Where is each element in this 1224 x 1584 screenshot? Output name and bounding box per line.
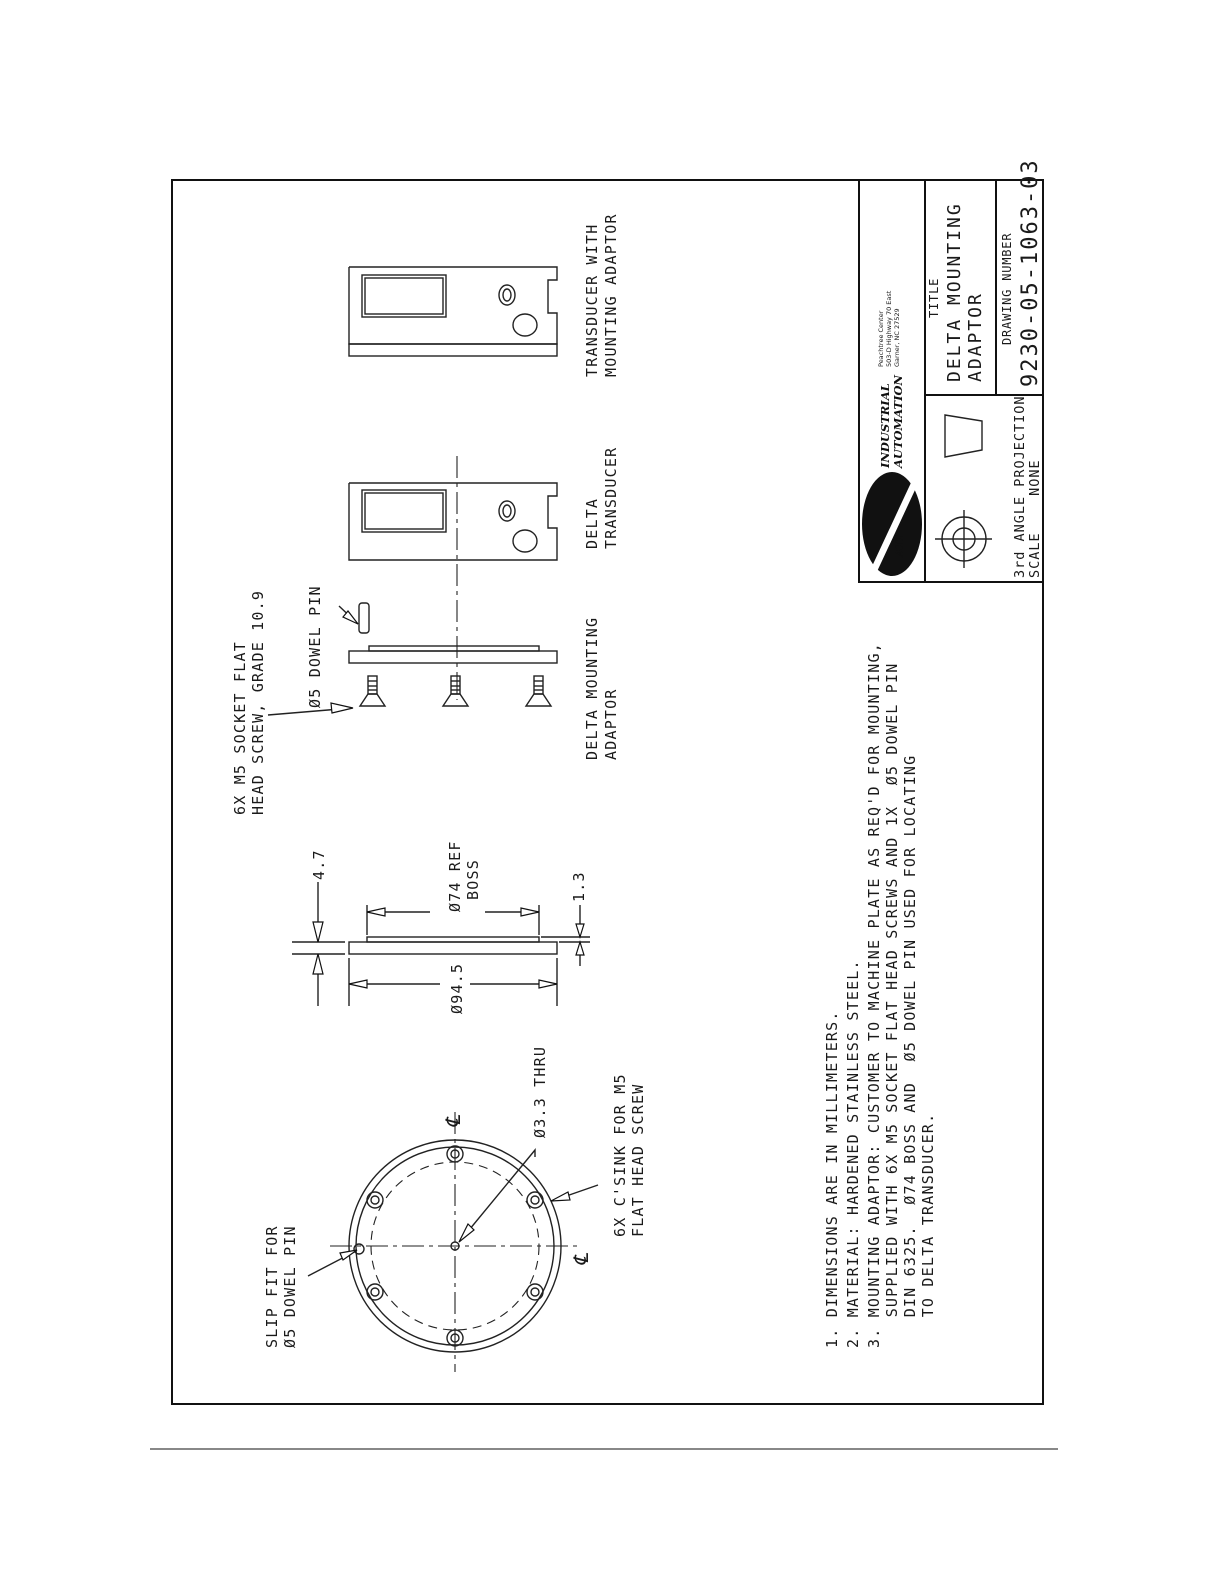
thick-arrow-top (313, 922, 323, 942)
front-view (263, 1046, 647, 1372)
dowel-pin (359, 603, 369, 633)
csink-hole (527, 1284, 543, 1300)
csink-hole (367, 1284, 383, 1300)
transducer (349, 483, 557, 560)
csink-label: 6X C'SINK FOR M5 FLAT HEAD SCREW (611, 1073, 647, 1237)
adaptor-plate (349, 651, 557, 663)
boss-height-label: 1.3 (570, 871, 588, 902)
dia-arrow-2 (539, 980, 557, 988)
centerline-symbol-right: ℄ (569, 1253, 593, 1266)
company-address: Peachtree Center 503-D Highway 70 East Garner, NC 27529 (877, 290, 901, 367)
drawing-number-label: DRAWING NUMBER (1000, 232, 1014, 345)
plate-body (349, 942, 557, 954)
svg-text:ATI: ATI (892, 534, 906, 557)
centerline-symbol-top: ℄ (441, 1115, 465, 1128)
note-line: 1. DIMENSIONS ARE IN MILLIMETERS. (823, 1010, 841, 1348)
boss-body (367, 937, 539, 942)
csink-arrow (551, 1192, 570, 1201)
note-line: TO DELTA TRANSDUCER. (919, 1112, 937, 1348)
note-line: SUPPLIED WITH 6X M5 SOCKET FLAT HEAD SCREWS AND 1X Ø5 DOWEL PIN (883, 662, 901, 1348)
assembly-caption: TRANSDUCER WITH MOUNTING ADAPTOR (583, 213, 620, 377)
screw (360, 676, 385, 706)
title-label: TITLE (927, 277, 941, 318)
screw (526, 676, 551, 706)
note-line: DIN 6325. Ø74 BOSS AND Ø5 DOWEL PIN USED FOR LOCATING (901, 754, 919, 1348)
slip-fit-arrow (340, 1250, 357, 1260)
boss-arrow-2 (521, 908, 539, 916)
exploded-view (231, 213, 620, 815)
drawing-title: DELTA MOUNTING ADAPTOR (944, 202, 986, 382)
scale-label: SCALE NONE (1027, 459, 1043, 578)
note-line: 3. MOUNTING ADAPTOR: CUSTOMER TO MACHINE PLATE AS REQ'D FOR MOUNTING, (865, 642, 883, 1348)
csink-hole (527, 1192, 543, 1208)
transducer-caption: DELTA TRANSDUCER (583, 446, 620, 549)
side-view (292, 830, 590, 1014)
screw-arrow (331, 703, 353, 713)
adaptor-boss (369, 646, 539, 651)
title-block (859, 158, 1043, 582)
bh-arrow-1 (576, 924, 584, 937)
drawing-number: 9230-05-1063-03 (1018, 158, 1043, 387)
company-name: INDUSTRIAL AUTOMATION (878, 374, 905, 468)
ati-logo (862, 472, 922, 578)
thickness-dim-label: 4.7 (310, 849, 328, 880)
thru-label: Ø3.3 THRU (531, 1045, 549, 1138)
csink-hole (367, 1192, 383, 1208)
screw-label: 6X M5 SOCKET FLAT HEAD SCREW, GRADE 10.9 (231, 589, 267, 815)
slip-fit-label: SLIP FIT FOR Ø5 DOWEL PIN (263, 1225, 299, 1348)
projection-symbol (935, 415, 992, 568)
projection-label: 3rd ANGLE PROJECTION (1012, 395, 1028, 578)
dia-arrow-1 (349, 980, 367, 988)
thick-arrow-bot (313, 954, 323, 974)
bh-arrow-2 (576, 942, 584, 955)
general-notes (823, 632, 937, 1348)
note-line: 2. MATERIAL: HARDENED STAINLESS STEEL. (844, 959, 862, 1348)
screw (443, 676, 468, 706)
diameter-dim-label: Ø94.5 (448, 962, 466, 1014)
pin-label: Ø5 DOWEL PIN (306, 585, 324, 708)
boss-dim-label: Ø74 REF BOSS (446, 840, 482, 912)
transducer-with-adaptor (349, 267, 557, 356)
pin-arrow (343, 611, 358, 624)
boss-arrow-1 (367, 908, 385, 916)
adaptor-caption: DELTA MOUNTING ADAPTOR (583, 616, 620, 760)
